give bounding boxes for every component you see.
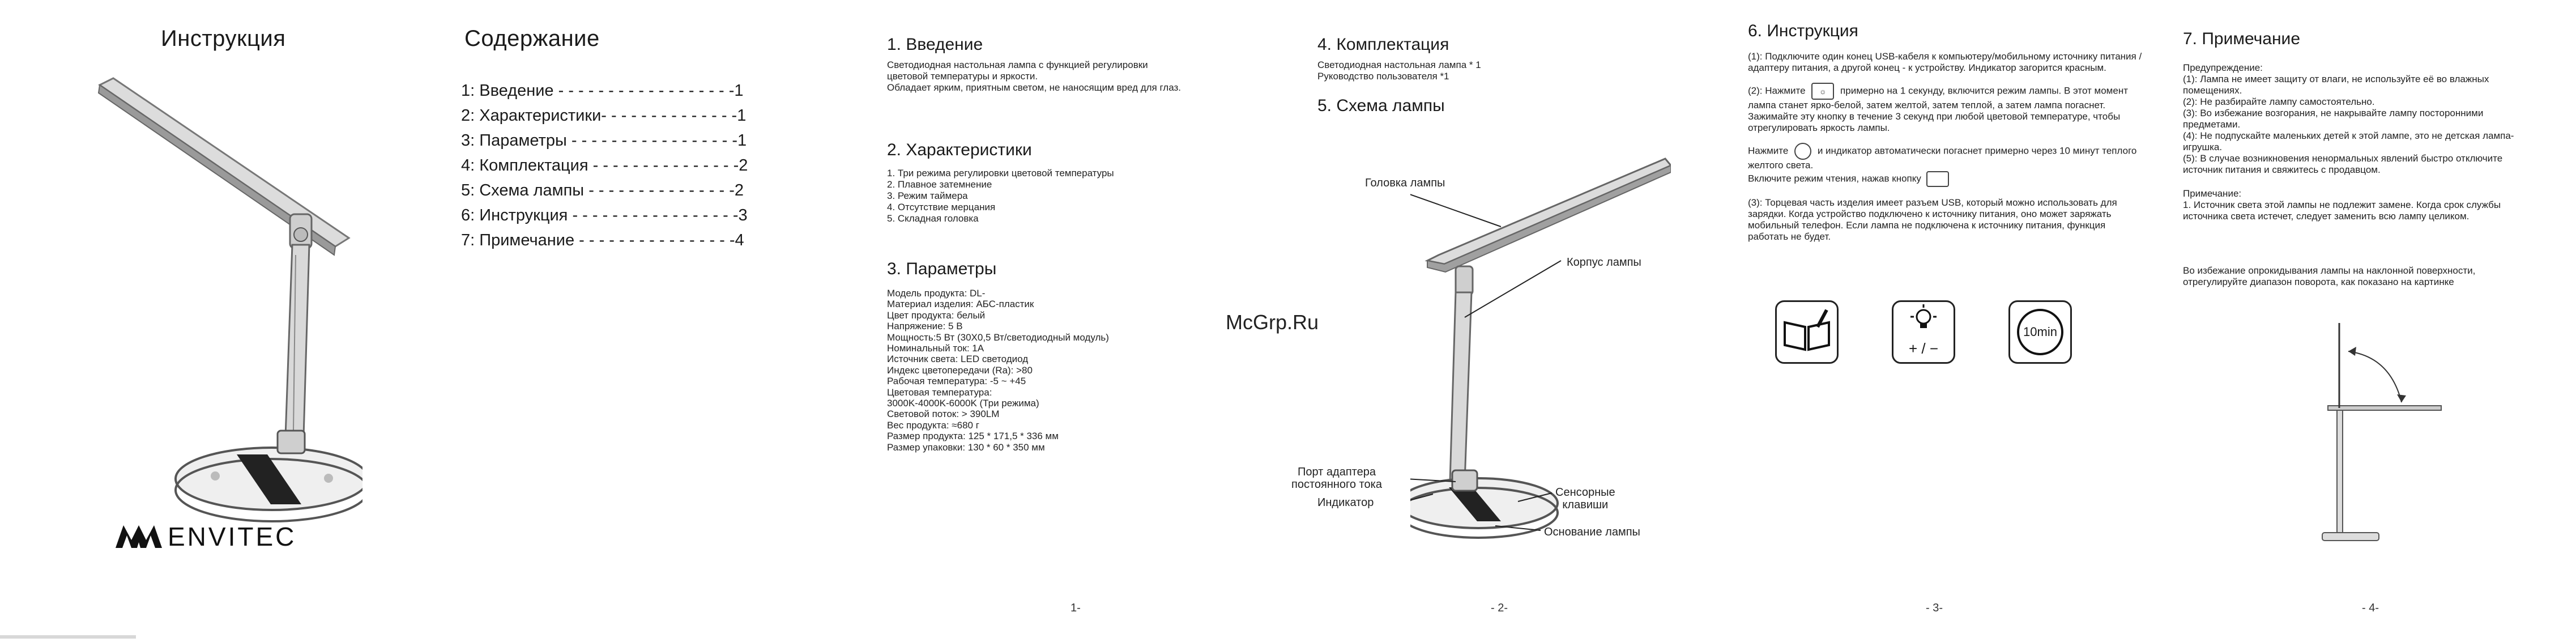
text-line: Напряжение: 5 В [887,321,963,332]
footer-strip [0,635,136,639]
page-4 [2147,0,2576,642]
book-icon-glyph [1777,302,1837,362]
section1-text [887,59,1249,93]
text-line: Размер продукта: 125 * 171,5 * 336 мм [887,431,1059,442]
callout-touch-keys: Сенсорные клавиши [1555,486,1615,511]
instruction-2 [1748,83,2144,134]
rotation-diagram [2317,317,2453,544]
text-line: (4): Не подпускайте маленьких детей к этой лампе, это не детская лампа-игрушка. [2183,130,2514,152]
text-line: Примечание: [2183,188,2242,199]
lamp-diagram [1410,147,1671,544]
section4-text [1317,59,1481,82]
timer-icon [2008,300,2072,364]
toc-item[interactable]: 1: Введение - - - - - - - - - - - - - - - - - -1 [461,82,744,100]
text-line: (1): Лампа не имеет защиту от влаги, не используйте её во влажных помещениях. [2183,74,2489,96]
text-line: 4. Отсутствие мерцания [887,202,996,212]
toc-item[interactable]: 6: Инструкция - - - - - - - - - - - - - - - - -3 [461,206,748,224]
page-number: 1- [1071,602,1081,614]
text-line: Номинальный ток: 1А [887,343,984,354]
brand-name: ENVITEC [168,522,297,551]
text-line: Светодиодная настольная лампа с функцией регулировки [887,59,1148,70]
text-line: 5. Складная головка [887,213,979,224]
section3-text [887,288,1249,453]
section6-title: 6. Инструкция [1748,22,1858,40]
text-fragment: (2): Нажмите [1748,85,1806,96]
brand-logo [116,521,296,552]
text-line: Мощность:5 Вт (30X0,5 Вт/светодиодный модуль) [887,331,1109,343]
instruction-3: (3): Торцевая часть изделия имеет разъем USB, который можно использовать для зарядки. Когда устройство подключено к источнику питания, оно может заряжать мобильный телефон. Если лампа не подключена к источнику питания, функция работать не будет. [1748,197,2117,242]
callout-indicator: Индикатор [1317,496,1374,509]
text-line: Рабочая температура: -5 ~ +45 [887,376,1026,387]
page-1 [855,0,1286,642]
section4-title: 4. Комплектация [1317,35,1449,54]
bulb-sign: + / − [1908,340,1939,357]
text-line: Размер упаковки: 130 * 60 * 350 мм [887,441,1045,453]
text-line: 1. Три режима регулировки цветовой температуры [887,168,1114,178]
text-line: Предупреждение: [2183,62,2263,73]
text-fragment: и индикатор автоматически погаснет примерно через 10 минут теплого желтого света. [1748,145,2137,171]
instruction-reading [1748,171,2144,187]
instruction-1: (1): Подключите один конец USB-кабеля к компьютеру/мобильному источнику питания /адаптеру питания, а другой конец - к устройству. Индикатор загорится красным. [1748,51,2142,73]
text-line: 1. Источник света этой лампы не подлежит замене. Когда срок службы источника света истечет, следует заменить всю лампу целиком. [2183,199,2501,222]
callout-lamp-head: Головка лампы [1365,177,1445,189]
text-line: Цвет продукта: белый [887,309,986,321]
toc-item[interactable]: 5: Схема лампы - - - - - - - - - - - - - - -2 [461,181,744,199]
text-line: Светодиодная настольная лампа * 1 [1317,59,1481,70]
section7-warnings [2183,62,2523,176]
contents-title: Содержание [464,26,600,51]
timer-circle [2017,309,2063,355]
book-icon [1775,300,1839,364]
page-number-value: 2 [1498,602,1504,614]
page-number-value: 3 [1933,602,1939,614]
section7-title: 7. Примечание [2183,29,2300,48]
page-number-value: 1 [1071,602,1077,614]
lamp-illustration [91,68,362,538]
page-number: - 4- [2362,602,2379,614]
text-line: (3): Во избежание возгорания, не накрывайте лампу посторонними предметами. [2183,108,2484,130]
callout-dc-port: Порт адаптера постоянного тока [1291,466,1382,491]
text-line: 3. Режим таймера [887,190,968,201]
text-line: Руководство пользователя *1 [1317,71,1449,82]
power-button-icon: ☼ [1811,83,1834,100]
section2-title: 2. Характеристики [887,141,1032,159]
cover-title: Инструкция [161,26,286,51]
section2-text [887,168,1249,224]
text-line: (2): Не разбирайте лампу самостоятельно. [2183,96,2375,107]
brand-mark-icon [116,525,162,548]
text-line: Модель продукта: DL- [887,288,986,299]
section3-title: 3. Параметры [887,260,997,278]
contents-page [430,0,855,642]
cover-page [0,0,430,642]
text-line: Обладает ярким, приятным светом, не наносящим вред для глаз. [887,82,1182,93]
text-line: Вес продукта: ≈680 г [887,419,979,431]
page-3 [1716,0,2147,642]
section7-tip: Во избежание опрокидывания лампы на наклонной поверхности, отрегулируйте диапазон поворота, как показано на картинке [2183,265,2476,287]
toc-item[interactable]: 4: Комплектация - - - - - - - - - - - - - - -2 [461,156,748,175]
instruction-timer [1748,143,2144,171]
text-line: Цветовая температура: [887,386,992,398]
section5-title: 5. Схема лампы [1317,96,1445,115]
toc-item[interactable]: 7: Примечание - - - - - - - - - - - - - - - -4 [461,231,744,249]
text-fragment: Нажмите [1748,145,1789,156]
bulb-icon-glyph [1893,302,1954,336]
toc-item[interactable]: 3: Параметры - - - - - - - - - - - - - - - - -1 [461,131,747,150]
section6-text [1748,51,2144,243]
text-line: Световой поток: > 390LM [887,409,1000,420]
section7-note [2183,188,2523,222]
text-line: цветовой температуры и яркости. [887,71,1038,82]
page-number: - 2- [1491,602,1508,614]
text-line: Материал изделия: АБС-пластик [887,299,1034,310]
page-number: - 3- [1926,602,1943,614]
callout-lamp-base: Основание лампы [1544,526,1640,538]
toc-list [461,78,748,253]
text-line: 2. Плавное затемнение [887,179,992,190]
timer-button-icon [1794,143,1811,160]
text-fragment: Включите режим чтения, нажав кнопку [1748,173,1921,184]
text-line: Индекс цветопередачи (Ra): >80 [887,364,1033,376]
bulb-icon [1892,300,1955,364]
page-2 [1226,0,1716,642]
timer-label: 10min [2023,325,2057,339]
text-line: Источник света: LED светодиод [887,354,1029,365]
section1-title: 1. Введение [887,35,983,54]
page-number-value: 4 [2369,602,2375,614]
reading-button-icon [1926,171,1949,187]
watermark: McGrp.Ru [1226,311,1319,334]
callout-lamp-body: Корпус лампы [1567,256,1641,269]
text-line: 3000K-4000K-6000K (Три режима) [887,398,1039,409]
text-fragment: примерно на 1 секунду, включится режим лампы. В этот момент лампа станет ярко-белой, затем желтой, затем теплой, а затем лампа погаснет. Зажимайте эту кнопку в течение 3 секунд при любой цветовой температуре, чтобы отрегулировать яркость лампы. [1748,85,2128,133]
toc-item[interactable]: 2: Характеристики- - - - - - - - - - - - - -1 [461,107,747,125]
text-line: (5): В случае возникновения ненормальных явлений быстро отключите источник питания и свяжитесь с продавцом. [2183,153,2503,175]
